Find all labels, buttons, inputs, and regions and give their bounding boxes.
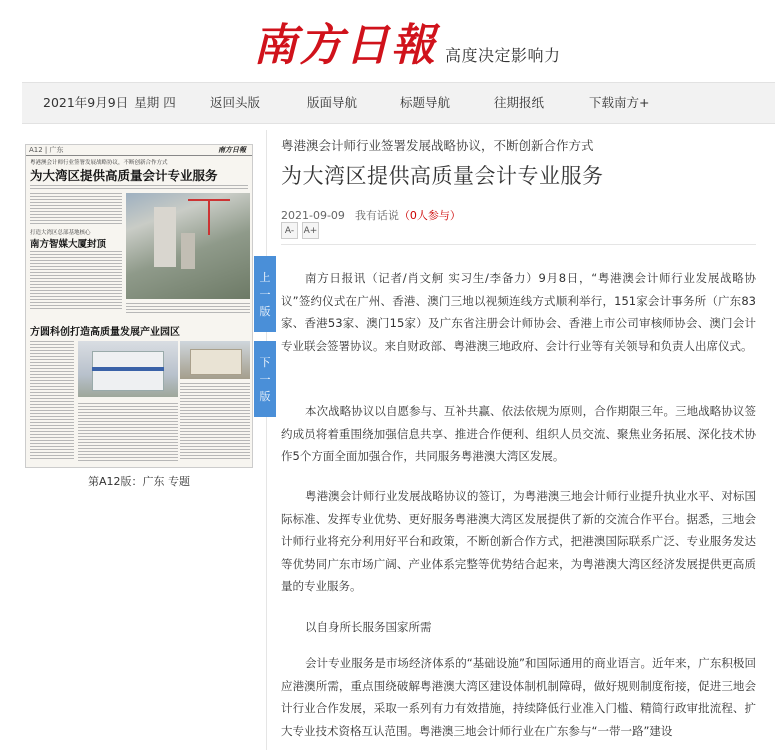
current-date xyxy=(43,83,176,123)
top-nav xyxy=(22,82,775,124)
thumb-text-block xyxy=(126,303,250,315)
thumb-headline-3: 方圆科创打造高质量发展产业园区 xyxy=(30,327,180,338)
article-title: 为大湾区提供高质量会计专业服务 xyxy=(281,164,604,188)
nav-page-navigation[interactable]: 版面导航 xyxy=(307,95,358,110)
article-section-heading: 以自身所长服务国家所需 xyxy=(305,620,432,634)
thumb-headline-1: 为大湾区提供高质量会计专业服务 xyxy=(30,168,218,183)
thumb-text-block xyxy=(78,403,178,461)
thumb-page-header xyxy=(26,145,252,156)
article-meta xyxy=(281,207,461,223)
article-paragraph: 本次战略协议以自愿参与、互补共赢、依法依规为原则，合作期限三年。三地战略协议签约成员将着重围绕加强信息共享、推进合作便利、组织人员交流、聚焦业务拓展、深化技术协作5个方面全面加强合作，共同服务粤港澳大湾区发展。 xyxy=(281,404,756,463)
photo-building-small xyxy=(190,349,242,375)
photo-tower xyxy=(154,207,176,267)
comment-count: （0人参与） xyxy=(398,209,461,222)
next-page-char: 版 xyxy=(259,389,271,403)
thumb-photo-small xyxy=(180,341,250,379)
thumb-text-block xyxy=(180,383,250,461)
site-logo[interactable] xyxy=(253,20,561,72)
thumb-text-block xyxy=(30,341,74,461)
thumb-photo-park xyxy=(78,341,178,397)
font-smaller-button[interactable]: A- xyxy=(281,222,298,239)
article-paragraph: 会计专业服务是市场经济体系的“基础设施”和国际通用的商业语言。近年来，广东积极回应港澳所需，重点围绕破解粤港澳大湾区建设体制机制障碍，做好规则制度衔接，促进三地会计行业合作发展，采取一系列有力有效措施，持续降低行业准入门槛、精简行政审批流程、扩大专业技术资格互认范围。粤港澳三地会计师行业在广东参与“一带一路”建设 xyxy=(281,656,756,738)
nav-past-issues[interactable]: 往期报纸 xyxy=(494,95,545,110)
thumb-masthead: 南方日報 xyxy=(218,146,246,154)
page-thumbnail-panel xyxy=(22,130,267,750)
photo-building xyxy=(92,351,164,391)
photo-tower-2 xyxy=(181,233,195,269)
weekday-text: 星期 四 xyxy=(134,95,176,110)
logo-text: 南方日報 xyxy=(253,20,437,71)
page-thumbnail[interactable] xyxy=(25,144,253,468)
font-size-controls xyxy=(281,222,319,239)
thumb-photo-building xyxy=(126,193,250,299)
nav-title-navigation[interactable]: 标题导航 xyxy=(400,95,451,110)
nav-back-to-front[interactable]: 返回头版 xyxy=(210,95,261,110)
prev-page-char: 上 xyxy=(259,270,271,284)
next-page-char: 下 xyxy=(259,355,271,369)
next-page-char: 一 xyxy=(259,372,271,386)
thumb-text-block xyxy=(30,185,248,191)
thumb-section: A12 | 广东 xyxy=(29,146,64,154)
prev-page-char: 一 xyxy=(259,287,271,301)
thumb-headline-2-small: 打造大湾区总部基地核心 xyxy=(30,230,91,236)
date-text: 2021年9月9日 xyxy=(43,95,129,110)
thumb-headline-2: 南方智媒大厦封顶 xyxy=(30,239,107,250)
article-subtitle: 粤港澳会计师行业签署发展战略协议，不断创新合作方式 xyxy=(281,138,594,153)
photo-crane-mast xyxy=(208,199,210,235)
photo-stripe xyxy=(92,367,164,371)
divider xyxy=(281,244,756,245)
prev-page-button[interactable] xyxy=(254,256,276,332)
page-caption[interactable]: 第A12版：广东 专题 xyxy=(87,475,191,488)
prev-page-char: 版 xyxy=(259,304,271,318)
article-paragraph: 粤港澳会计师行业发展战略协议的签订，为粤港澳三地会计师行业提升执业水平、对标国际标准、发挥专业优势、更好服务粤港澳大湾区发展提供了新的交流合作平台。据悉，三地会计师行业将充分利用好平台和政策，不断创新合作方式，把港澳国际联系广泛、专业服务发达等优势同广东市场广阔、产业体系完整等优势结合起来，为粤港澳大湾区经济发展提供更高质量的专业服务。 xyxy=(281,489,756,593)
nav-download-app[interactable]: 下载南方+ xyxy=(589,95,650,110)
masthead xyxy=(0,0,775,82)
comment-link[interactable]: 我有话说 xyxy=(354,209,399,222)
font-larger-button[interactable]: A+ xyxy=(302,222,319,239)
next-page-button[interactable] xyxy=(254,341,276,417)
thumb-headline-1-small: 粤港澳会计师行业签署发展战略协议，不断创新合作方式 xyxy=(30,160,168,166)
slogan: 高度决定影响力 xyxy=(445,46,561,65)
article-paragraph: 南方日报讯（记者/肖文舸 实习生/李备力）9月8日，“粤港澳会计师行业发展战略协议”签约仪式在广州、香港、澳门三地以视频连线方式顺利举行，151家会计事务所（广东83家、香港53家、澳门15家）及广东省注册会计师协会、香港上市公司审核师协会、澳门会计专业联会签署协议。来自财政部、粤港澳三地政府、会计行业等有关领导和负责人出席仪式。 xyxy=(281,271,756,353)
thumb-text-block xyxy=(30,251,122,311)
thumb-text-block xyxy=(30,193,122,225)
article-date: 2021-09-09 xyxy=(281,209,345,222)
